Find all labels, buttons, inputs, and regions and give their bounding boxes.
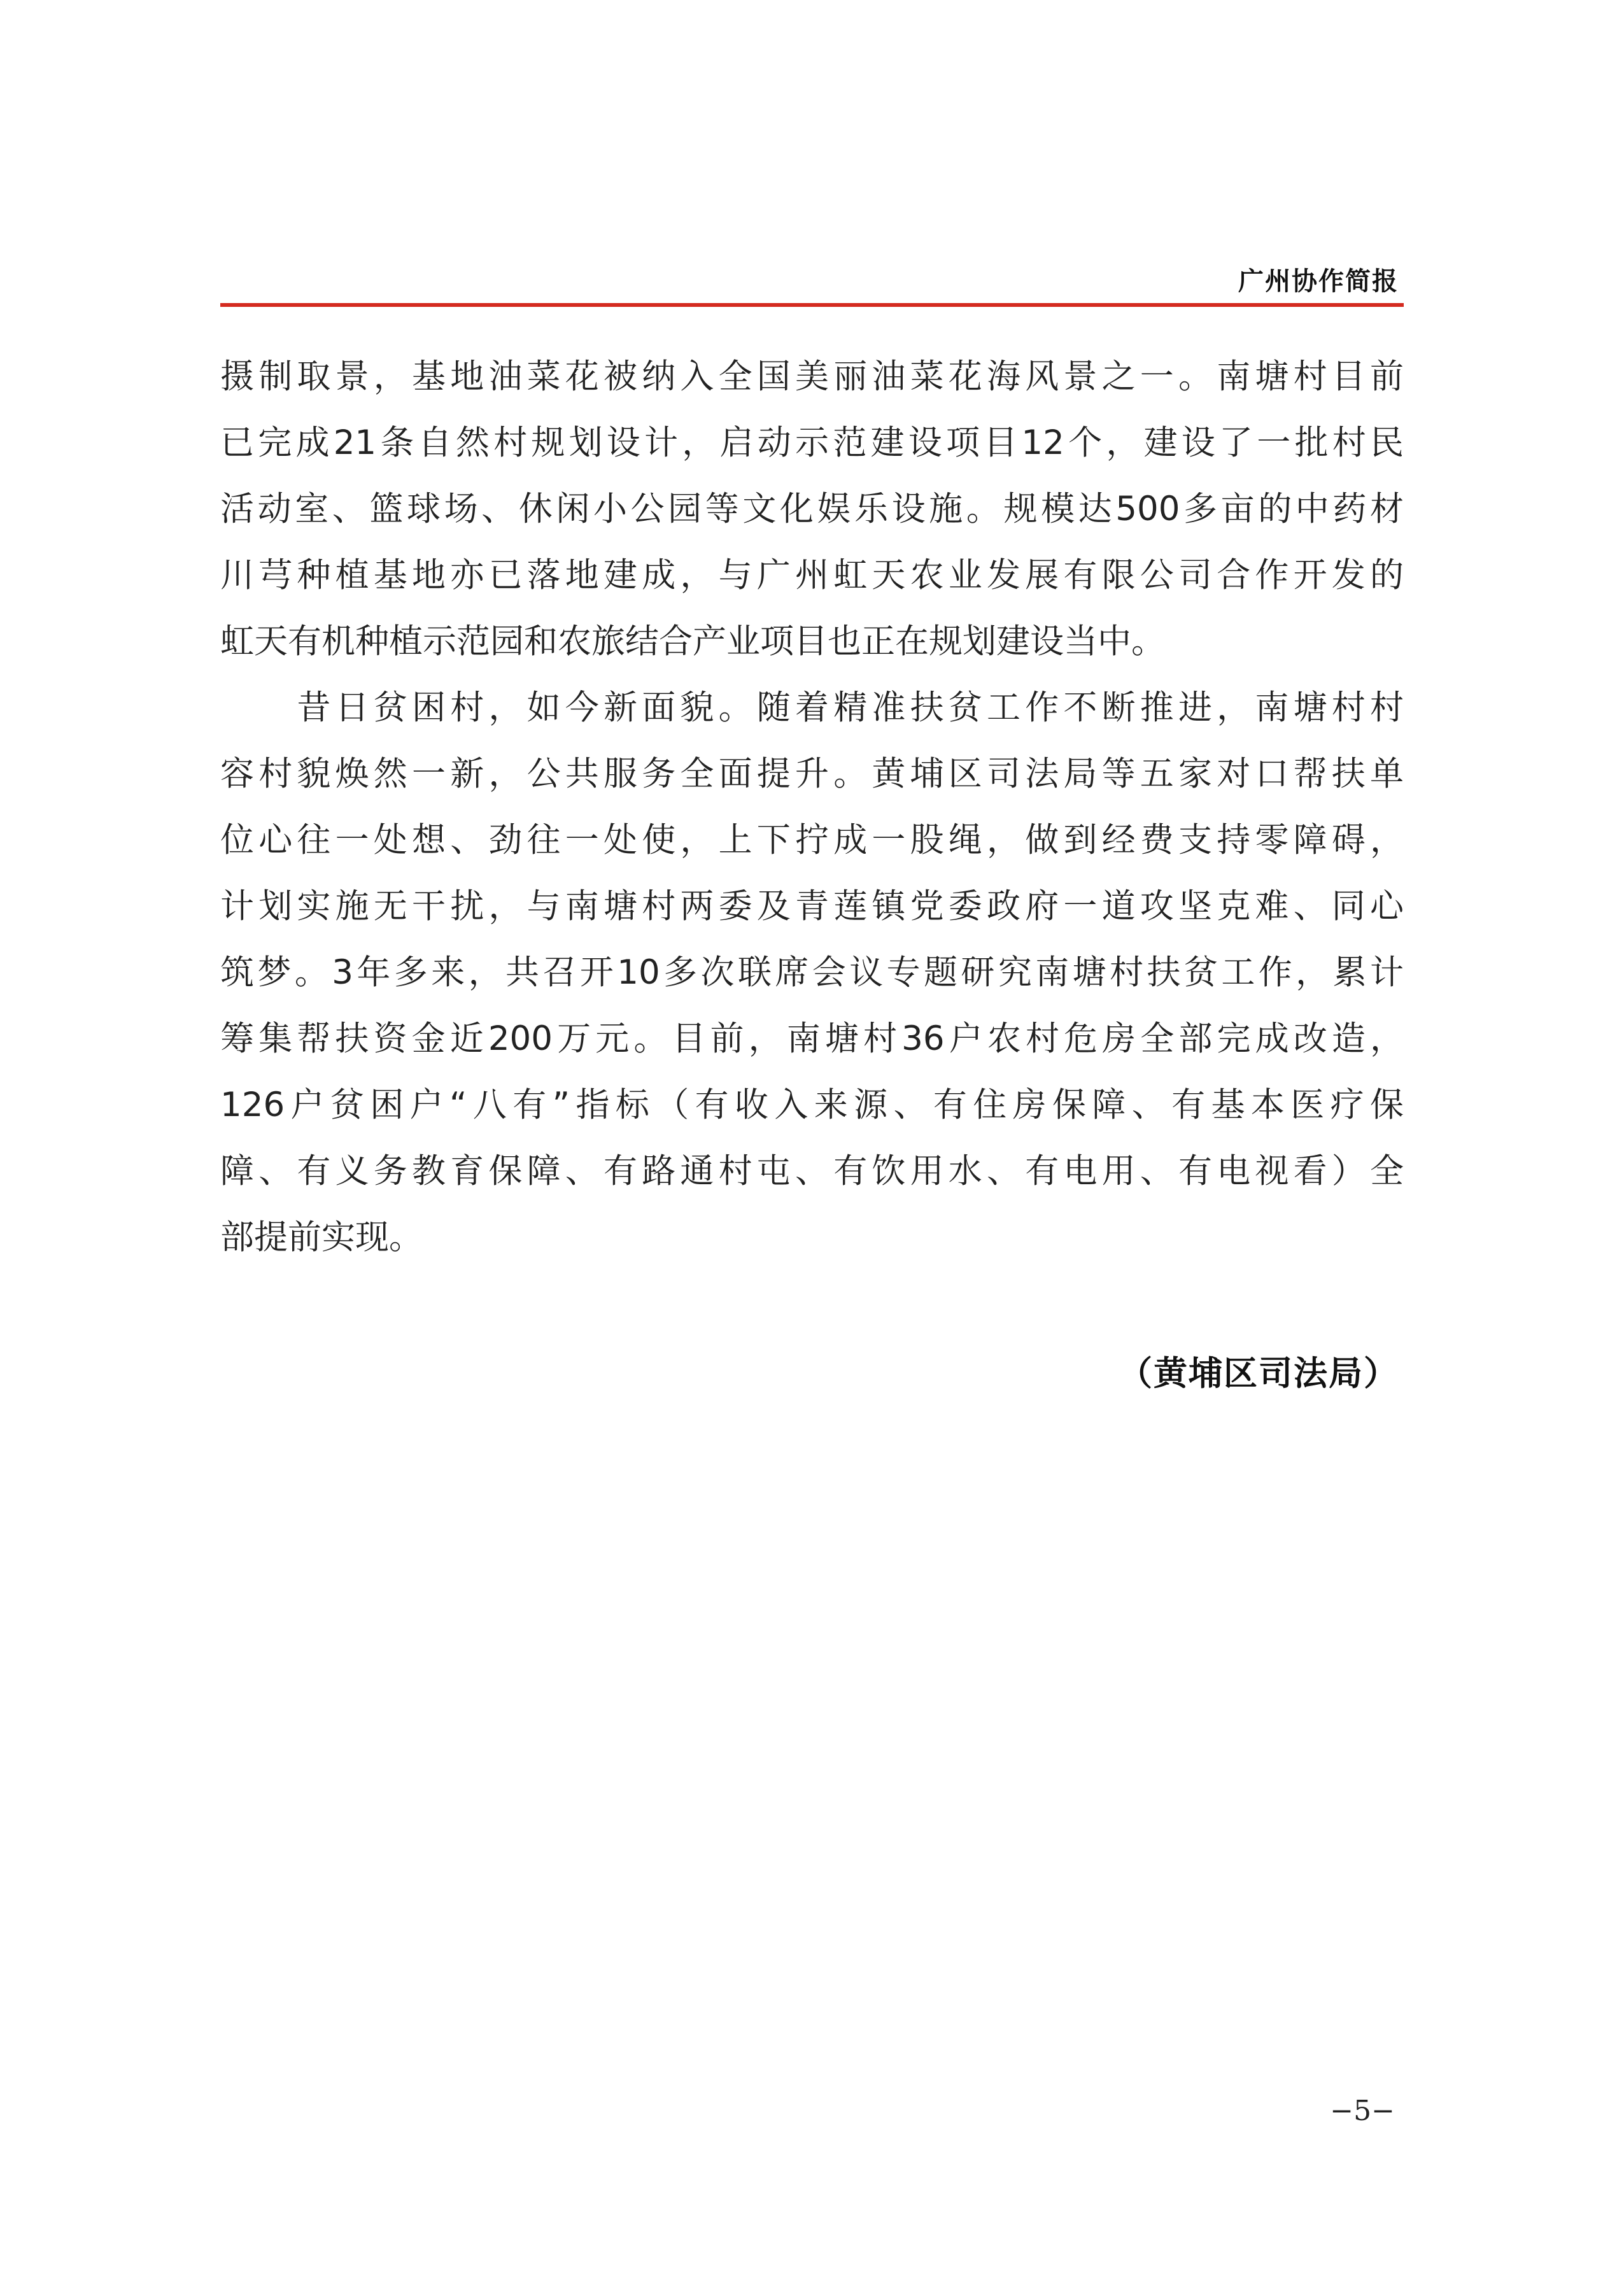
paragraph-2-line-2: 容村貌焕然一新，公共服务全面提升。黄埔区司法局等五家对口帮扶单	[220, 754, 1404, 793]
attribution: （黄埔区司法局）	[1119, 1354, 1399, 1393]
page-number: −5−	[1330, 2095, 1395, 2127]
paragraph-1-line-1: 摄制取景，基地油菜花被纳入全国美丽油菜花海风景之一。南塘村目前	[220, 357, 1404, 396]
paragraph-2-line-6: 筹集帮扶资金近200万元。目前，南塘村36户农村危房全部完成改造，	[220, 1019, 1404, 1058]
paragraph-2-line-5: 筑梦。3年多来，共召开10多次联席会议专题研究南塘村扶贫工作，累计	[220, 953, 1404, 992]
paragraph-1-line-5: 虹天有机种植示范园和农旅结合产业项目也正在规划建设当中。	[220, 622, 1165, 661]
paragraph-2-line-1: 昔日贫困村，如今新面貌。随着精准扶贫工作不断推进，南塘村村	[220, 688, 1404, 727]
paragraph-1-line-4: 川芎种植基地亦已落地建成，与广州虹天农业发展有限公司合作开发的	[220, 556, 1404, 595]
paragraph-2-line-9: 部提前实现。	[220, 1218, 423, 1257]
paragraph-2-line-7: 126户贫困户“八有”指标（有收入来源、有住房保障、有基本医疗保	[220, 1086, 1404, 1124]
paragraph-1-line-3: 活动室、篮球场、休闲小公园等文化娱乐设施。规模达500多亩的中药材	[220, 490, 1404, 528]
header-title: 广州协作简报	[1238, 266, 1399, 296]
paragraph-1-line-2: 已完成21条自然村规划设计，启动示范建设项目12个，建设了一批村民	[220, 423, 1404, 462]
paragraph-2-line-3: 位心往一处想、劲往一处使，上下拧成一股绳，做到经费支持零障碍，	[220, 821, 1404, 860]
article-body	[220, 344, 1404, 1271]
header-divider	[220, 303, 1404, 307]
paragraph-2-line-8: 障、有义务教育保障、有路通村屯、有饮用水、有电用、有电视看）全	[220, 1152, 1404, 1191]
paragraph-2-line-4: 计划实施无干扰，与南塘村两委及青莲镇党委政府一道攻坚克难、同心	[220, 887, 1404, 926]
